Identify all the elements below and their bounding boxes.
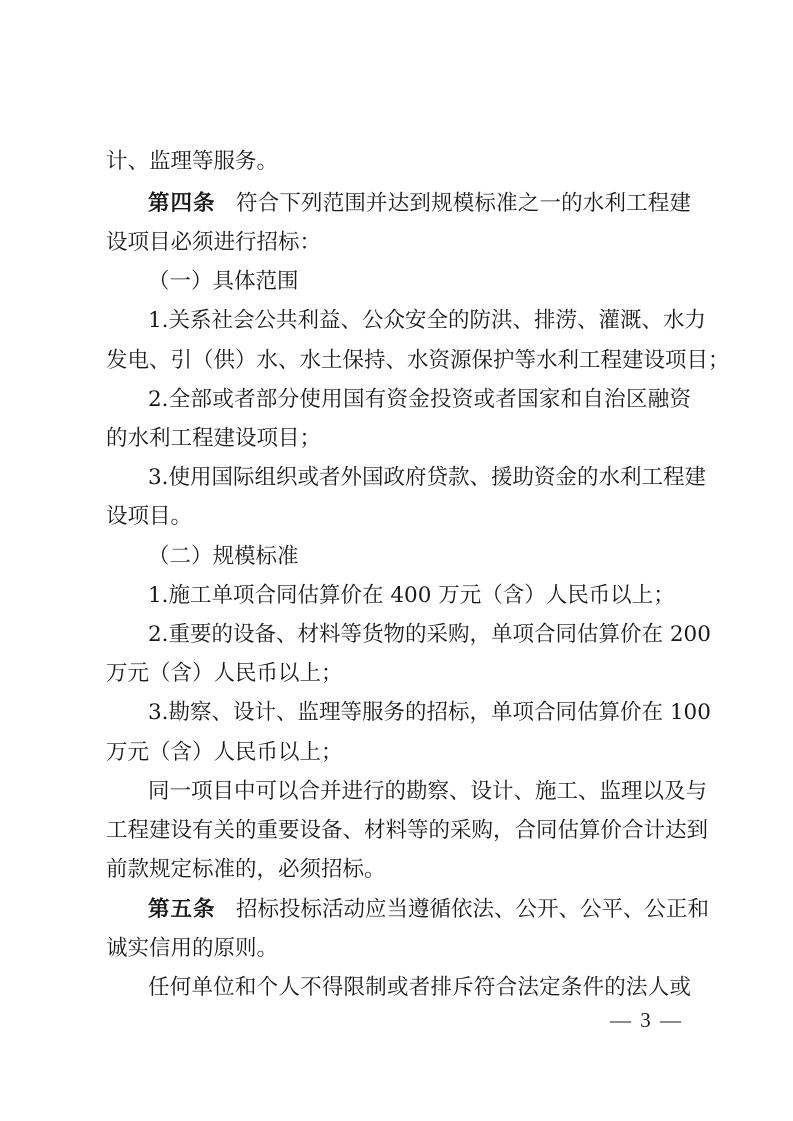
section-heading-scale: （二）规模标准 <box>148 544 299 569</box>
text-line-17: 同一项目中可以合并进行的勘察、设计、施工、监理以及与 <box>148 779 708 804</box>
article-four-heading: 第四条 <box>148 191 216 216</box>
text-line-7: 2.全部或者部分使用国有资金投资或者国家和自治区融资 <box>148 387 691 412</box>
text-line-6: 发电、引（供）水、水土保持、水资源保护等水利工程建设项目； <box>106 348 730 373</box>
text-line-18: 工程建设有关的重要设备、材料等的采购，合同估算价合计达到 <box>106 818 709 843</box>
text-line-22: 任何单位和个人不得限制或者排斥符合法定条件的法人或 <box>148 975 691 1000</box>
text-line-2: 符合下列范围并达到规模标准之一的水利工程建 <box>236 191 691 216</box>
text-line-8: 的水利工程建设项目； <box>106 426 322 451</box>
text-line-19: 前款规定标准的，必须招标。 <box>106 857 386 882</box>
text-line-12: 1.施工单项合同估算价在 400 万元（含）人民币以上； <box>148 583 675 608</box>
text-line-1: 计、监理等服务。 <box>106 149 279 174</box>
text-line-3: 设项目必须进行招标： <box>106 230 322 255</box>
section-heading-scope: （一）具体范围 <box>148 269 299 294</box>
text-line-9: 3.使用国际组织或者外国政府贷款、援助资金的水利工程建 <box>148 465 707 490</box>
text-line-16: 万元（含）人民币以上； <box>106 740 343 765</box>
text-line-5: 1.关系社会公共利益、公众安全的防洪、排涝、灌溉、水力 <box>148 308 707 333</box>
text-line-10: 设项目。 <box>106 504 193 529</box>
text-line-20: 招标投标活动应当遵循依法、公开、公平、公正和 <box>236 897 710 922</box>
text-line-14: 万元（含）人民币以上； <box>106 661 343 686</box>
text-line-15: 3.勘察、设计、监理等服务的招标，单项合同估算价在 100 <box>148 700 711 725</box>
page-number: — 3 — <box>610 1008 683 1032</box>
text-line-21: 诚实信用的原则。 <box>106 936 279 961</box>
article-five-heading: 第五条 <box>148 897 216 922</box>
text-line-13: 2.重要的设备、材料等货物的采购，单项合同估算价在 200 <box>148 622 711 647</box>
